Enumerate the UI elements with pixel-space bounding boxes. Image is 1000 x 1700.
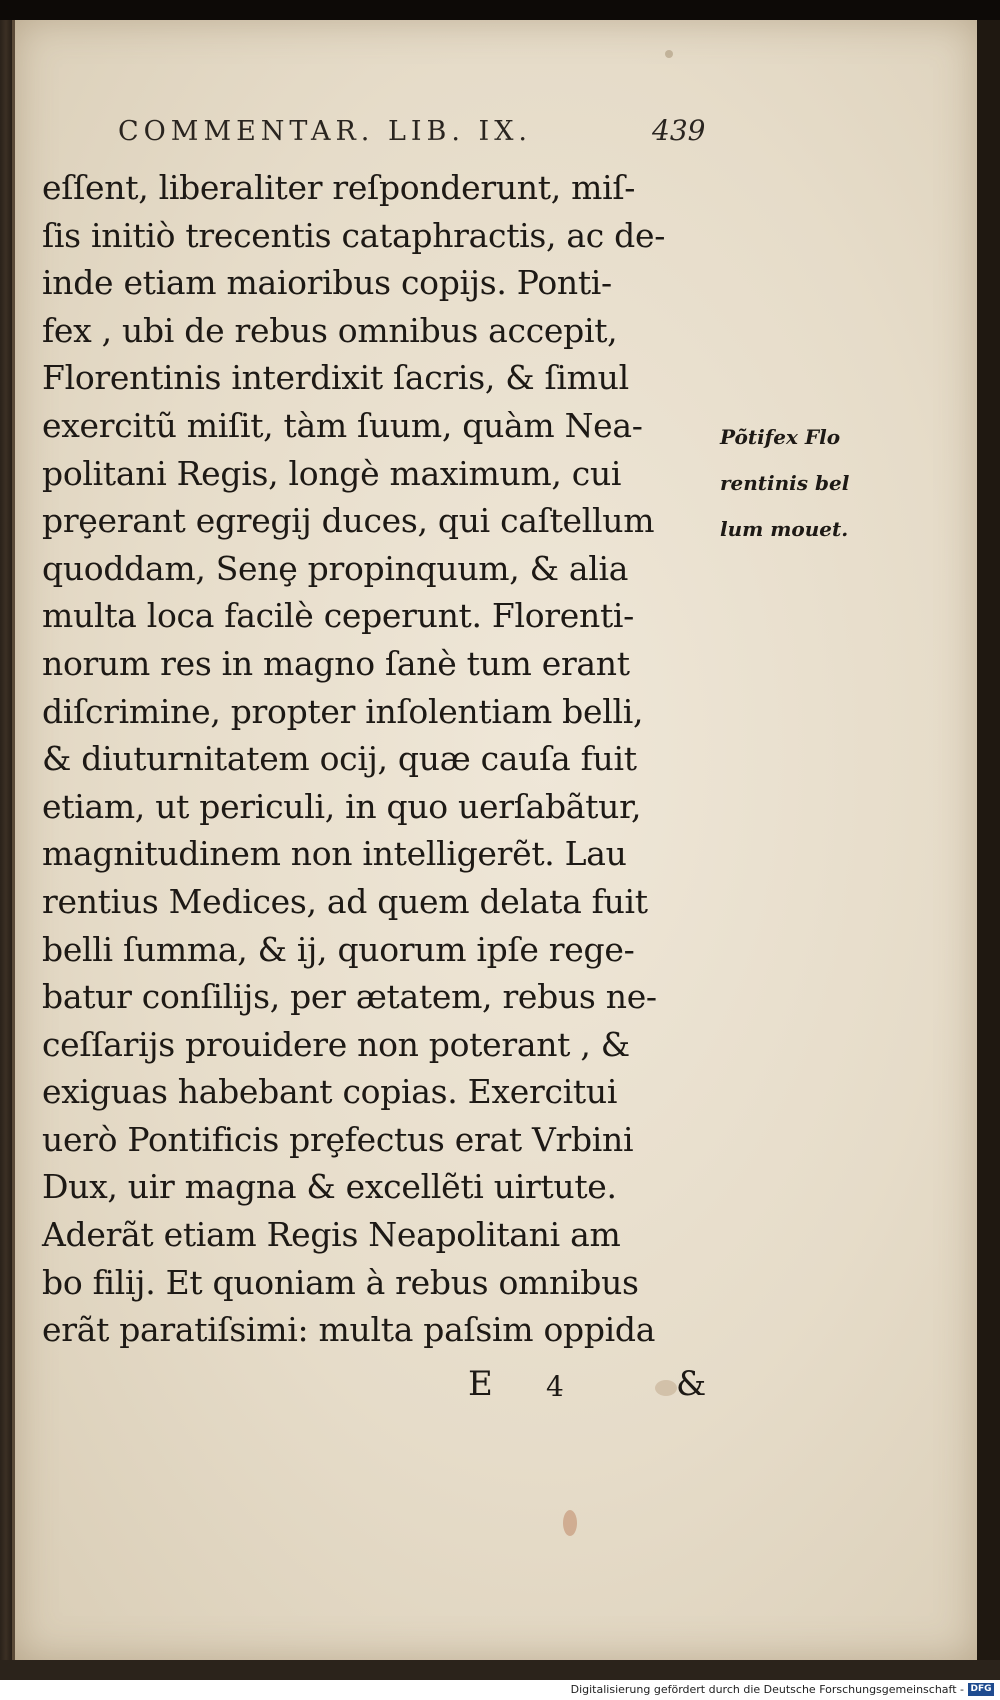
text-line: exiguas habebant copias. Exercitui <box>42 1072 618 1112</box>
dfg-logo: DFG <box>968 1683 994 1696</box>
text-line: diſcrimine, propter inſolentiam belli, <box>42 691 644 731</box>
signature-mark: E <box>468 1364 493 1404</box>
marginal-note-line: lum mouet. <box>720 517 849 541</box>
paper-stain <box>665 50 673 58</box>
catchword: & <box>676 1364 707 1404</box>
text-line: erãt paratiſsimi: multa paſsim oppida <box>42 1310 656 1350</box>
text-line: & diuturnitatem ocij, quæ cauſa fuit <box>42 739 637 779</box>
digitization-credit: Digitalisierung gefördert durch die Deutsche Forschungsgemeinschaft - <box>570 1683 964 1696</box>
text-line: politani Regis, longè maximum, cui <box>42 453 622 493</box>
paper-stain <box>655 1380 677 1396</box>
text-line: ceſſarijs prouidere non poterant , & <box>42 1024 630 1064</box>
text-line: batur conſilijs, per ætatem, rebus ne- <box>42 977 657 1017</box>
text-line: Florentinis interdixit ſacris, & ſimul <box>42 358 629 398</box>
text-line: bo filij. Et quoniam à rebus omnibus <box>42 1262 639 1302</box>
marginal-note-line: rentinis bel <box>720 471 850 495</box>
text-line: multa loca facilè ceperunt. Florenti- <box>42 596 635 636</box>
marginal-note-line: Põtifex Flo <box>720 425 841 449</box>
text-line: Aderãt etiam Regis Neapolitani am <box>42 1215 621 1255</box>
paper-stain <box>563 1510 577 1536</box>
text-line: magnitudinem non intelligerẽt. Lau <box>42 834 627 874</box>
marginal-note <box>720 414 880 552</box>
text-line: norum res in magno ſanè tum erant <box>42 643 630 683</box>
text-line: rentius Medices, ad quem delata fuit <box>42 881 648 921</box>
text-line: Dux, uir magna & excellẽti uirtute. <box>42 1167 617 1207</box>
credit-bar <box>0 1680 1000 1700</box>
text-line: etiam, ut periculi, in quo uerſabãtur, <box>42 786 642 826</box>
text-line: fex , ubi de rebus omnibus accepit, <box>42 310 618 350</box>
text-line: eſſent, liberaliter reſponderunt, miſ- <box>42 168 636 207</box>
scan-bottom-edge <box>0 1660 1000 1680</box>
text-line: inde etiam maioribus copiјs. Ponti- <box>42 263 612 303</box>
text-line: quoddam, Senȩ propinquum, & alia <box>42 548 629 588</box>
signature-number: 4 <box>546 1370 564 1403</box>
text-line: ſis initiò trecentis cataphractis, ac de- <box>42 215 666 255</box>
text-line: belli ſumma, & ij, quorum ipſe rege- <box>42 929 635 969</box>
body-text <box>42 164 722 1354</box>
page-number: 439 <box>652 114 706 147</box>
text-line: prȩerant egregij duces, qui caſtellum <box>42 501 655 541</box>
text-line: uerò Pontificis prȩfectus erat Vrbini <box>42 1119 634 1159</box>
running-head: COMMENTAR. LIB. IX. <box>118 116 533 147</box>
scan-top-edge <box>0 0 1000 20</box>
text-line: exercitũ miſit, tàm ſuum, quàm Nea- <box>42 405 643 445</box>
